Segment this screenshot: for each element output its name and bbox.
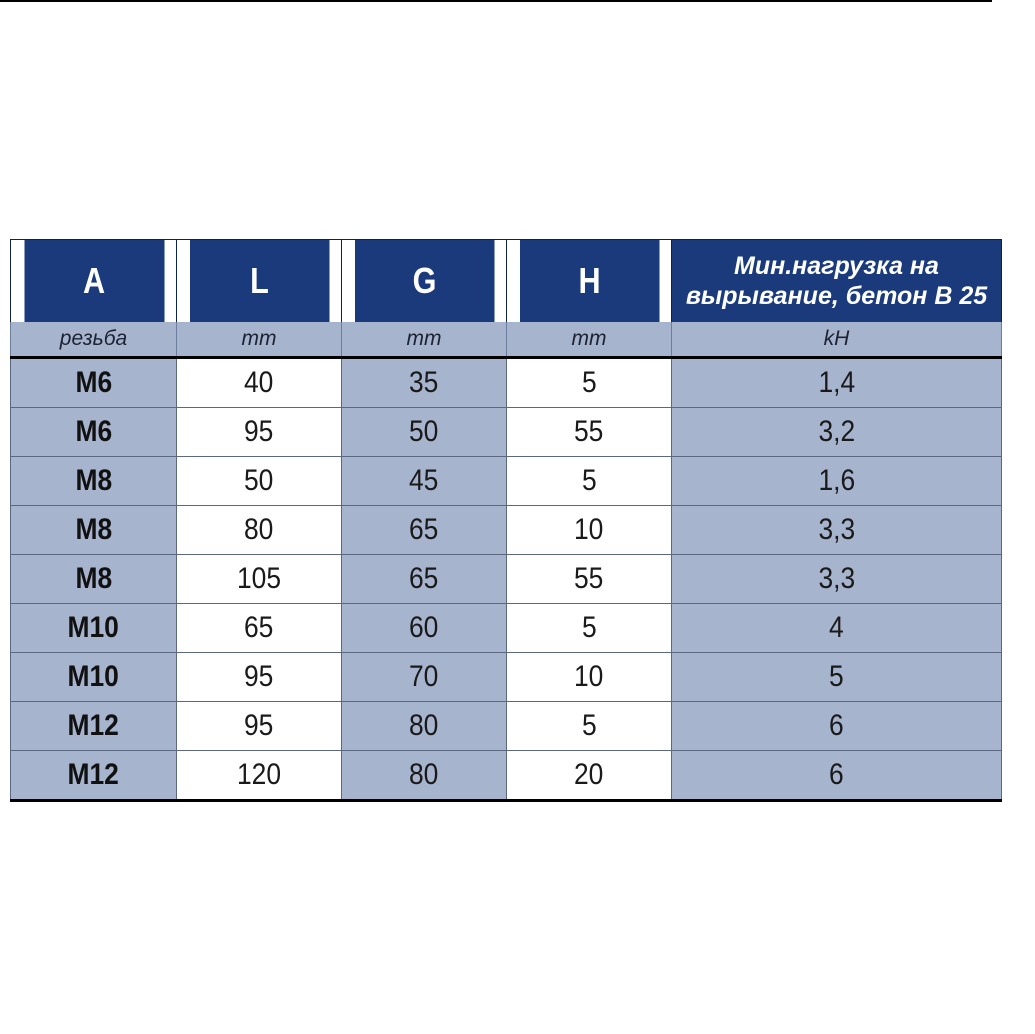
table-row (11, 408, 1002, 457)
cell-l-value: 65 (244, 611, 274, 644)
cell-thread (11, 604, 177, 653)
cell-h (507, 358, 672, 408)
spec-table (10, 239, 1002, 802)
cell-l (177, 751, 342, 801)
table-row (11, 751, 1002, 801)
cell-g-value: 70 (409, 660, 439, 693)
cell-l-value: 95 (244, 660, 274, 693)
cell-load-value: 6 (829, 758, 844, 791)
unit-h: mm (507, 322, 672, 358)
cell-l-value: 95 (244, 415, 274, 448)
cell-g-value: 35 (409, 366, 439, 399)
cell-g (342, 506, 507, 555)
cell-thread-value: M8 (75, 562, 112, 595)
cell-thread (11, 702, 177, 751)
header-g: G (354, 240, 494, 323)
cell-load (672, 604, 1002, 653)
cell-h (507, 457, 672, 506)
cell-thread-value: M10 (67, 660, 120, 693)
cell-h (507, 604, 672, 653)
table-body (11, 358, 1002, 801)
cell-g (342, 751, 507, 801)
cell-h-value: 20 (574, 758, 604, 791)
cell-thread (11, 408, 177, 457)
header-load-line2: вырывание, бетон В 25 (685, 282, 988, 310)
cell-thread-value: M12 (67, 709, 120, 742)
cell-g (342, 653, 507, 702)
units-row (11, 322, 1002, 358)
cell-g (342, 702, 507, 751)
cell-thread (11, 358, 177, 408)
cell-l (177, 702, 342, 751)
header-h: H (519, 240, 659, 323)
cell-g (342, 408, 507, 457)
cell-load-value: 1,6 (818, 464, 855, 497)
cell-load-value: 5 (829, 660, 844, 693)
cell-l (177, 408, 342, 457)
table-row (11, 555, 1002, 604)
cell-load-value: 3,3 (818, 513, 855, 546)
cell-h (507, 653, 672, 702)
cell-thread-value: M8 (75, 464, 112, 497)
cell-load-value: 1,4 (818, 366, 855, 399)
cell-g-value: 65 (409, 562, 439, 595)
cell-thread (11, 506, 177, 555)
cell-g (342, 358, 507, 408)
cell-load (672, 457, 1002, 506)
cell-l-value: 105 (236, 562, 282, 595)
cell-load-value: 6 (829, 709, 844, 742)
cell-g (342, 555, 507, 604)
cell-l (177, 555, 342, 604)
cell-h-value: 5 (581, 366, 597, 399)
cell-h (507, 555, 672, 604)
cell-load (672, 702, 1002, 751)
unit-a: резьба (11, 322, 177, 358)
cell-thread-value: M10 (67, 611, 120, 644)
cell-h-value: 55 (574, 415, 604, 448)
cell-h (507, 408, 672, 457)
unit-load: kH (672, 322, 1002, 358)
cell-h-value: 5 (581, 464, 597, 497)
top-rule (0, 0, 992, 2)
cell-thread-value: M6 (75, 415, 112, 448)
cell-load-value: 4 (829, 611, 844, 644)
cell-load (672, 358, 1002, 408)
cell-l-value: 95 (244, 709, 274, 742)
cell-load (672, 408, 1002, 457)
cell-l (177, 653, 342, 702)
cell-thread (11, 653, 177, 702)
cell-l-value: 120 (236, 758, 282, 791)
cell-thread (11, 555, 177, 604)
cell-thread-value: M12 (67, 758, 120, 791)
cell-h-value: 5 (581, 611, 597, 644)
cell-h-value: 55 (574, 562, 604, 595)
unit-g: mm (342, 322, 507, 358)
cell-g-value: 45 (409, 464, 439, 497)
cell-thread-value: M8 (75, 513, 112, 546)
cell-g-value: 60 (409, 611, 439, 644)
cell-load (672, 653, 1002, 702)
cell-h (507, 751, 672, 801)
cell-l (177, 506, 342, 555)
cell-h (507, 702, 672, 751)
header-a: A (23, 240, 164, 323)
cell-thread (11, 457, 177, 506)
table-row (11, 506, 1002, 555)
cell-l (177, 457, 342, 506)
cell-thread-value: M6 (75, 366, 112, 399)
cell-l (177, 604, 342, 653)
cell-g-value: 65 (409, 513, 439, 546)
cell-load-value: 3,2 (818, 415, 855, 448)
cell-h (507, 506, 672, 555)
header-row (11, 240, 1002, 323)
cell-g (342, 604, 507, 653)
cell-h-value: 5 (581, 709, 597, 742)
cell-load (672, 751, 1002, 801)
table-row (11, 457, 1002, 506)
table-row (11, 358, 1002, 408)
cell-g-value: 80 (409, 758, 439, 791)
header-load (672, 240, 1002, 323)
cell-l-value: 50 (244, 464, 274, 497)
cell-thread (11, 751, 177, 801)
header-load-line1: Мин.нагрузка на (734, 252, 939, 280)
cell-h-value: 10 (574, 513, 604, 546)
table-row (11, 702, 1002, 751)
cell-l-value: 40 (244, 366, 274, 399)
header-l: L (189, 240, 329, 323)
cell-h-value: 10 (574, 660, 604, 693)
cell-load (672, 555, 1002, 604)
cell-l (177, 358, 342, 408)
unit-l: mm (177, 322, 342, 358)
table-row (11, 653, 1002, 702)
cell-load (672, 506, 1002, 555)
cell-g-value: 50 (409, 415, 439, 448)
cell-load-value: 3,3 (818, 562, 855, 595)
cell-g-value: 80 (409, 709, 439, 742)
cell-g (342, 457, 507, 506)
table-row (11, 604, 1002, 653)
cell-l-value: 80 (244, 513, 274, 546)
